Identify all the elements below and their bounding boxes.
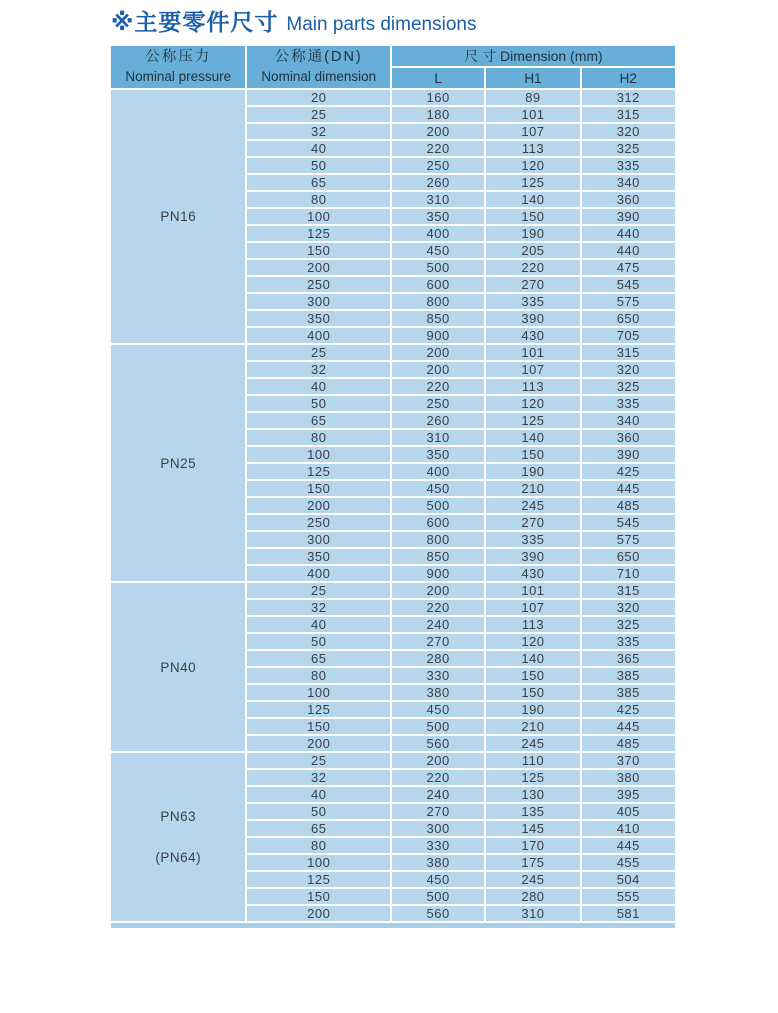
h1-cell: 89 — [486, 90, 579, 105]
header-dimension-group: 尺 寸 Dimension (mm) — [392, 46, 675, 66]
h1-cell: 125 — [486, 413, 579, 428]
dn-cell: 65 — [247, 175, 390, 190]
h2-cell: 320 — [582, 362, 675, 377]
dn-cell: 65 — [247, 413, 390, 428]
h2-cell: 545 — [582, 277, 675, 292]
l-cell: 500 — [392, 498, 484, 513]
l-cell: 200 — [392, 362, 484, 377]
l-cell: 220 — [392, 600, 484, 615]
h1-cell: 107 — [486, 600, 579, 615]
table-header — [111, 46, 675, 88]
dn-cell: 200 — [247, 498, 390, 513]
h2-cell: 650 — [582, 549, 675, 564]
pressure-label — [111, 90, 245, 343]
h2-cell: 445 — [582, 719, 675, 734]
dn-cell: 250 — [247, 277, 390, 292]
h1-cell: 210 — [486, 481, 579, 496]
l-cell: 450 — [392, 481, 484, 496]
h1-cell: 107 — [486, 362, 579, 377]
h1-cell: 245 — [486, 736, 579, 751]
l-cell: 380 — [392, 685, 484, 700]
h2-cell: 545 — [582, 515, 675, 530]
h2-cell: 650 — [582, 311, 675, 326]
pressure-label-line: PN40 — [160, 659, 197, 675]
l-cell: 450 — [392, 872, 484, 887]
table-footer — [111, 923, 675, 928]
dn-cell: 65 — [247, 651, 390, 666]
h2-cell: 445 — [582, 838, 675, 853]
dn-cell: 80 — [247, 192, 390, 207]
dn-cell: 40 — [247, 379, 390, 394]
h2-cell: 325 — [582, 617, 675, 632]
h2-cell: 340 — [582, 175, 675, 190]
h1-cell: 310 — [486, 906, 579, 921]
h1-cell: 220 — [486, 260, 579, 275]
pressure-label — [111, 345, 245, 581]
l-cell: 310 — [392, 430, 484, 445]
h1-cell: 140 — [486, 430, 579, 445]
dn-cell: 80 — [247, 430, 390, 445]
h2-cell: 340 — [582, 413, 675, 428]
dn-cell: 25 — [247, 345, 390, 360]
l-cell: 240 — [392, 617, 484, 632]
dn-cell: 32 — [247, 770, 390, 785]
dn-cell: 200 — [247, 260, 390, 275]
page-title-en: Main parts dimensions — [286, 14, 477, 35]
h2-cell: 575 — [582, 532, 675, 547]
l-cell: 220 — [392, 770, 484, 785]
l-cell: 200 — [392, 583, 484, 598]
bottom-strip-row — [111, 923, 675, 928]
dn-cell: 100 — [247, 685, 390, 700]
dn-cell: 400 — [247, 328, 390, 343]
h2-cell: 315 — [582, 107, 675, 122]
header-nominal-dimension-en: Nominal dimension — [261, 69, 377, 84]
h1-cell: 430 — [486, 328, 579, 343]
h2-cell: 390 — [582, 209, 675, 224]
h2-cell: 360 — [582, 192, 675, 207]
l-cell: 330 — [392, 668, 484, 683]
l-cell: 300 — [392, 821, 484, 836]
h2-cell: 365 — [582, 651, 675, 666]
l-cell: 350 — [392, 209, 484, 224]
dn-cell: 350 — [247, 311, 390, 326]
h1-cell: 113 — [486, 379, 579, 394]
l-cell: 500 — [392, 260, 484, 275]
h2-cell: 320 — [582, 124, 675, 139]
h2-cell: 335 — [582, 158, 675, 173]
l-cell: 280 — [392, 651, 484, 666]
dn-cell: 200 — [247, 736, 390, 751]
h1-cell: 113 — [486, 617, 579, 632]
l-cell: 220 — [392, 379, 484, 394]
l-cell: 600 — [392, 277, 484, 292]
h1-cell: 205 — [486, 243, 579, 258]
dn-cell: 40 — [247, 617, 390, 632]
dn-cell: 350 — [247, 549, 390, 564]
h2-cell: 440 — [582, 226, 675, 241]
dn-cell: 125 — [247, 226, 390, 241]
l-cell: 200 — [392, 753, 484, 768]
dn-cell: 25 — [247, 107, 390, 122]
dn-cell: 20 — [247, 90, 390, 105]
header-nominal-dimension-zh: 公称通(DN) — [274, 49, 363, 65]
l-cell: 200 — [392, 124, 484, 139]
h2-cell: 315 — [582, 345, 675, 360]
dn-cell: 250 — [247, 515, 390, 530]
dn-cell: 150 — [247, 481, 390, 496]
page-title — [111, 4, 476, 37]
h2-cell: 705 — [582, 328, 675, 343]
h1-cell: 150 — [486, 447, 579, 462]
dn-cell: 300 — [247, 532, 390, 547]
pressure-label-line: (PN64) — [155, 850, 202, 865]
dn-cell: 150 — [247, 243, 390, 258]
l-cell: 220 — [392, 141, 484, 156]
h2-cell: 710 — [582, 566, 675, 581]
header-nominal-dimension — [247, 46, 390, 88]
l-cell: 250 — [392, 158, 484, 173]
h1-cell: 135 — [486, 804, 579, 819]
h1-cell: 145 — [486, 821, 579, 836]
dn-cell: 125 — [247, 702, 390, 717]
table-row — [111, 90, 675, 105]
h2-cell: 395 — [582, 787, 675, 802]
h1-cell: 190 — [486, 464, 579, 479]
pressure-label-line: PN16 — [160, 209, 197, 224]
dn-cell: 200 — [247, 906, 390, 921]
l-cell: 160 — [392, 90, 484, 105]
h1-cell: 130 — [486, 787, 579, 802]
dn-cell: 40 — [247, 141, 390, 156]
h2-cell: 390 — [582, 447, 675, 462]
pressure-label-line: PN63 — [160, 809, 197, 824]
h2-cell: 575 — [582, 294, 675, 309]
dn-cell: 150 — [247, 889, 390, 904]
h1-cell: 430 — [486, 566, 579, 581]
h1-cell: 150 — [486, 209, 579, 224]
h2-cell: 312 — [582, 90, 675, 105]
h1-cell: 190 — [486, 702, 579, 717]
dn-cell: 32 — [247, 600, 390, 615]
h1-cell: 120 — [486, 396, 579, 411]
l-cell: 400 — [392, 464, 484, 479]
h2-cell: 440 — [582, 243, 675, 258]
l-cell: 350 — [392, 447, 484, 462]
dn-cell: 50 — [247, 634, 390, 649]
h2-cell: 485 — [582, 736, 675, 751]
h2-cell: 385 — [582, 668, 675, 683]
l-cell: 400 — [392, 226, 484, 241]
header-row-1 — [111, 46, 675, 66]
l-cell: 270 — [392, 804, 484, 819]
header-col-h1: H1 — [486, 68, 579, 88]
h1-cell: 107 — [486, 124, 579, 139]
dn-cell: 300 — [247, 294, 390, 309]
l-cell: 450 — [392, 702, 484, 717]
h1-cell: 270 — [486, 277, 579, 292]
dn-cell: 125 — [247, 872, 390, 887]
h2-cell: 335 — [582, 634, 675, 649]
h2-cell: 475 — [582, 260, 675, 275]
l-cell: 180 — [392, 107, 484, 122]
h1-cell: 390 — [486, 311, 579, 326]
dimensions-table-wrapper — [109, 44, 677, 930]
h1-cell: 140 — [486, 192, 579, 207]
table-row — [111, 753, 675, 768]
h2-cell: 335 — [582, 396, 675, 411]
h2-cell: 425 — [582, 702, 675, 717]
dn-cell: 125 — [247, 464, 390, 479]
h2-cell: 445 — [582, 481, 675, 496]
header-col-l: L — [392, 68, 484, 88]
h2-cell: 555 — [582, 889, 675, 904]
h1-cell: 120 — [486, 634, 579, 649]
h1-cell: 190 — [486, 226, 579, 241]
dn-cell: 25 — [247, 753, 390, 768]
l-cell: 560 — [392, 736, 484, 751]
dn-cell: 40 — [247, 787, 390, 802]
header-nominal-pressure-zh: 公称压力 — [145, 49, 212, 65]
h1-cell: 120 — [486, 158, 579, 173]
h2-cell: 455 — [582, 855, 675, 870]
l-cell: 850 — [392, 549, 484, 564]
l-cell: 800 — [392, 532, 484, 547]
h1-cell: 140 — [486, 651, 579, 666]
pressure-label-line: PN25 — [160, 455, 197, 471]
h1-cell: 101 — [486, 345, 579, 360]
h1-cell: 113 — [486, 141, 579, 156]
l-cell: 250 — [392, 396, 484, 411]
l-cell: 500 — [392, 889, 484, 904]
h1-cell: 210 — [486, 719, 579, 734]
pressure-label — [111, 583, 245, 751]
l-cell: 330 — [392, 838, 484, 853]
h2-cell: 504 — [582, 872, 675, 887]
table-row — [111, 583, 675, 598]
l-cell: 240 — [392, 787, 484, 802]
h1-cell: 150 — [486, 685, 579, 700]
dn-cell: 80 — [247, 668, 390, 683]
l-cell: 450 — [392, 243, 484, 258]
dn-cell: 32 — [247, 362, 390, 377]
dn-cell: 65 — [247, 821, 390, 836]
header-nominal-pressure-en: Nominal pressure — [125, 69, 232, 84]
bottom-strip — [111, 923, 675, 928]
page-title-cjk: ※主要零件尺寸 — [111, 9, 279, 35]
header-nominal-pressure — [111, 46, 245, 88]
l-cell: 500 — [392, 719, 484, 734]
table-row — [111, 345, 675, 360]
l-cell: 270 — [392, 634, 484, 649]
l-cell: 260 — [392, 413, 484, 428]
h2-cell: 380 — [582, 770, 675, 785]
h2-cell: 320 — [582, 600, 675, 615]
dn-cell: 100 — [247, 855, 390, 870]
h1-cell: 101 — [486, 107, 579, 122]
table-body — [111, 90, 675, 921]
h2-cell: 325 — [582, 141, 675, 156]
h1-cell: 390 — [486, 549, 579, 564]
h2-cell: 425 — [582, 464, 675, 479]
pressure-label — [111, 753, 245, 921]
h2-cell: 385 — [582, 685, 675, 700]
l-cell: 260 — [392, 175, 484, 190]
h1-cell: 101 — [486, 583, 579, 598]
h2-cell: 360 — [582, 430, 675, 445]
h2-cell: 370 — [582, 753, 675, 768]
h2-cell: 405 — [582, 804, 675, 819]
h1-cell: 125 — [486, 175, 579, 190]
h2-cell: 410 — [582, 821, 675, 836]
dn-cell: 50 — [247, 396, 390, 411]
l-cell: 900 — [392, 328, 484, 343]
l-cell: 800 — [392, 294, 484, 309]
h1-cell: 170 — [486, 838, 579, 853]
dn-cell: 80 — [247, 838, 390, 853]
l-cell: 560 — [392, 906, 484, 921]
l-cell: 200 — [392, 345, 484, 360]
dimensions-table — [109, 44, 677, 930]
dn-cell: 50 — [247, 804, 390, 819]
h1-cell: 335 — [486, 532, 579, 547]
h2-cell: 581 — [582, 906, 675, 921]
h2-cell: 485 — [582, 498, 675, 513]
l-cell: 380 — [392, 855, 484, 870]
h1-cell: 150 — [486, 668, 579, 683]
dn-cell: 25 — [247, 583, 390, 598]
dn-cell: 150 — [247, 719, 390, 734]
dn-cell: 100 — [247, 209, 390, 224]
h2-cell: 325 — [582, 379, 675, 394]
dn-cell: 50 — [247, 158, 390, 173]
h1-cell: 335 — [486, 294, 579, 309]
l-cell: 600 — [392, 515, 484, 530]
h1-cell: 125 — [486, 770, 579, 785]
dn-cell: 32 — [247, 124, 390, 139]
h1-cell: 280 — [486, 889, 579, 904]
l-cell: 850 — [392, 311, 484, 326]
h1-cell: 175 — [486, 855, 579, 870]
h1-cell: 110 — [486, 753, 579, 768]
l-cell: 900 — [392, 566, 484, 581]
dn-cell: 400 — [247, 566, 390, 581]
l-cell: 310 — [392, 192, 484, 207]
header-col-h2: H2 — [582, 68, 675, 88]
h1-cell: 270 — [486, 515, 579, 530]
dn-cell: 100 — [247, 447, 390, 462]
h2-cell: 315 — [582, 583, 675, 598]
h1-cell: 245 — [486, 498, 579, 513]
h1-cell: 245 — [486, 872, 579, 887]
